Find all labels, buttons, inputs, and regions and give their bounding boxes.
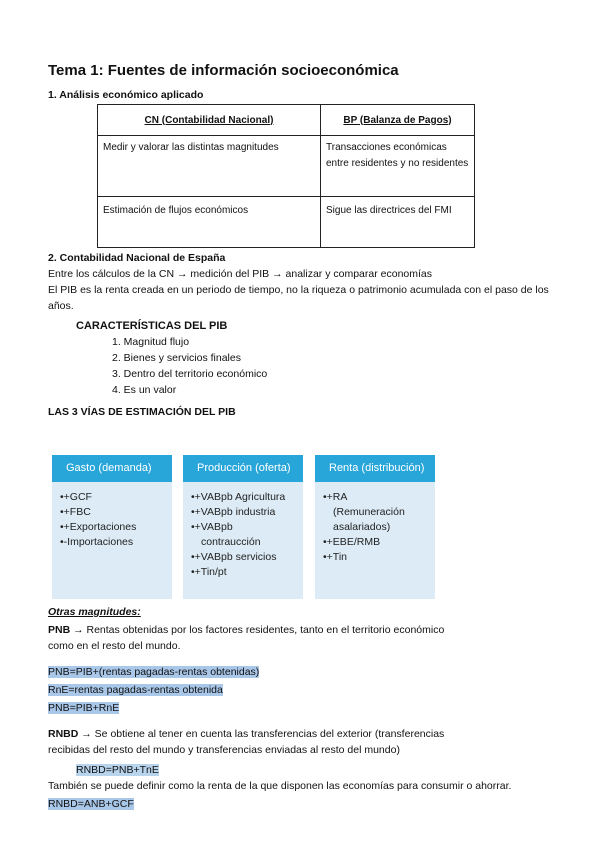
section-2-heading: 2. Contabilidad Nacional de España [48,252,226,264]
pnb-text: → Rentas obtenidas por los factores residentes, tanto en el territorio económico [70,624,445,636]
table-cell: Medir y valorar las distintas magnitudes [98,136,321,197]
list-item: 4. Es un valor [112,384,177,396]
via-gasto-title: Gasto (demanda) [52,455,172,482]
formula-highlight: RNBD=ANB+GCF [48,798,134,810]
formula-highlight: RnE=rentas pagadas-rentas obtenida [48,684,223,696]
rnbd-label: RNBD [48,728,79,740]
characteristics-list [112,334,267,398]
table-cell: Sigue las directrices del FMI [321,197,475,248]
otras-magnitudes-heading: Otras magnitudes: [48,606,141,618]
pnb-label: PNB [48,624,71,636]
via-produccion-title: Producción (oferta) [183,455,303,482]
list-item: asalariados) [333,521,391,533]
page-title: Tema 1: Fuentes de información socioeconómica [48,62,399,79]
list-item: •+VABpb industria [191,506,276,518]
table-header-bp: BP (Balanza de Pagos) [321,105,475,136]
list-item: 2. Bienes y servicios finales [112,352,241,364]
via-renta-box [315,455,435,599]
characteristics-heading: CARACTERÍSTICAS DEL PIB [76,320,228,332]
pnb-text-cont: como en el resto del mundo. [48,640,181,652]
via-produccion-box [183,455,303,599]
list-item: •+RA [323,491,348,503]
list-item: •+Exportaciones [60,521,137,533]
list-item: •+Tin [323,551,348,563]
formula-highlight: RNBD=PNB+TnE [76,764,159,776]
table-cell: Transacciones económicas entre residentes y no residentes [321,136,475,197]
rnbd-text: → Se obtiene al tener en cuenta las transferencias del exterior (transferencias [78,728,445,740]
rnbd-text-3: También se puede definir como la renta de la que disponen las economías para consumir o ahorrar. [48,780,512,792]
list-item: •-Importaciones [60,536,134,548]
list-item: •+GCF [60,491,92,503]
table-cell: Estimación de flujos económicos [98,197,321,248]
list-item: •+EBE/RMB [323,536,381,548]
list-item: •+FBC [60,506,91,518]
list-item: (Remuneración [333,506,405,518]
list-item: 1. Magnitud flujo [112,336,190,348]
comparison-table [97,104,475,248]
list-item: •+VABpb [191,521,233,533]
rnbd-text-cont: recibidas del resto del mundo y transferencias enviadas al resto del mundo) [48,744,400,756]
list-item: contraucción [201,536,261,548]
list-item: •+VABpb Agricultura [191,491,286,503]
section-1-heading: 1. Análisis económico aplicado [48,89,204,101]
rnbd-definition [48,726,444,742]
table-header-cn: CN (Contabilidad Nacional) [98,105,321,136]
list-item: •+VABpb servicios [191,551,277,563]
pnb-definition [48,622,444,638]
paragraph: El PIB es la renta creada en un periodo de tiempo, no la riqueza o patrimonio acumulada con el paso de los años. [48,284,549,312]
via-gasto-box [52,455,172,599]
list-item: •+Tin/pt [191,566,227,578]
formula-highlight: PNB=PIB+(rentas pagadas-rentas obtenidas) [48,666,260,678]
formula-highlight: PNB=PIB+RnE [48,702,120,714]
via-renta-title: Renta (distribución) [315,455,435,482]
list-item: 3. Dentro del territorio económico [112,368,268,380]
vias-heading: LAS 3 VÍAS DE ESTIMACIÓN DEL PIB [48,406,236,418]
paragraph: Entre los cálculos de la CN → medición del PIB → analizar y comparar economías [48,268,432,280]
